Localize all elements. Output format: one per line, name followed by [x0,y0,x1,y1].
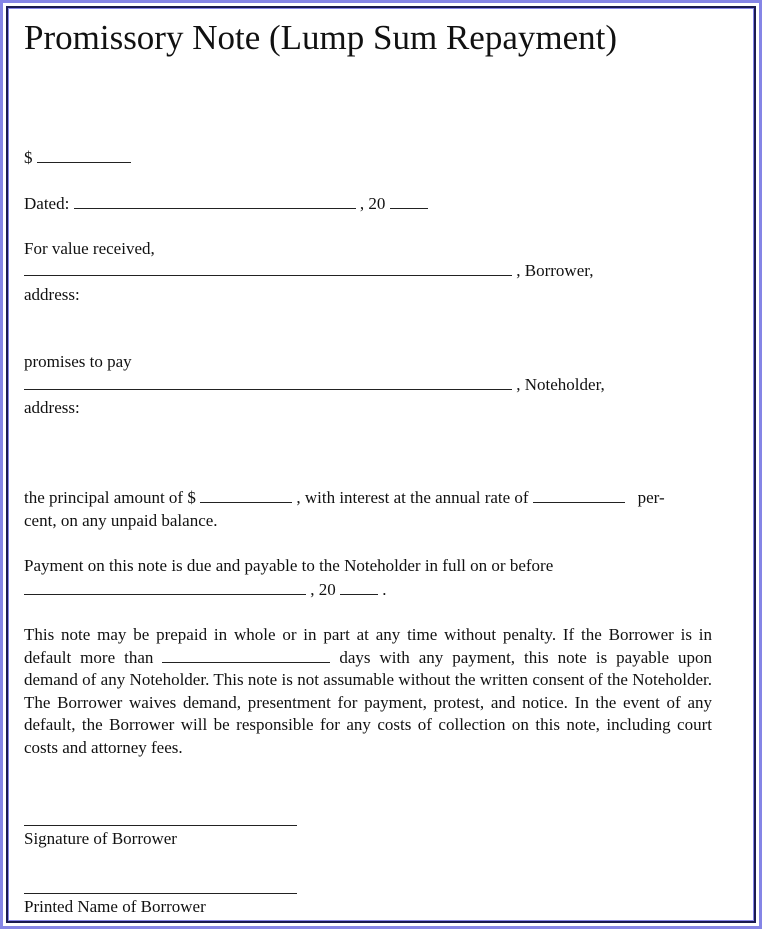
dollar-sign: $ [24,148,33,167]
borrower-line [24,260,593,282]
borrower-name-blank[interactable] [24,260,512,276]
noteholder-label: , Noteholder, [516,375,605,394]
dated-line [24,193,428,215]
noteholder-line [24,374,605,396]
period: . [382,580,387,599]
year-blank[interactable] [390,193,428,209]
noteholder-address-label: address: [24,398,80,417]
dated-label: Dated: [24,194,70,213]
borrower-address-label: address: [24,285,80,304]
for-value-text: For value received, [24,239,155,258]
rate-blank[interactable] [533,487,625,503]
terms-text-1: This note may be prepaid in whole or in part at any time without penalty. If the Borrower is in default more than [24,625,712,667]
principal-line [24,487,712,509]
printed-name-label: Printed Name of Borrower [24,897,206,916]
date-blank[interactable] [74,193,356,209]
promises-text: promises to pay [24,352,132,371]
percent-label: per- [637,488,665,507]
payment-year-blank[interactable] [340,579,378,595]
amount-blank[interactable] [37,147,131,163]
year-prefix: , 20 [359,194,386,213]
default-days-blank[interactable] [162,647,330,663]
payment-date-line [24,579,387,601]
terms-paragraph [24,624,712,760]
principal-label: the principal amount of $ [24,488,196,507]
noteholder-name-blank[interactable] [24,374,512,390]
signature-line[interactable] [24,825,297,826]
payment-year-prefix: , 20 [310,580,336,599]
principal-line-2: cent, on any unpaid balance. [24,511,218,530]
document-title: Promissory Note (Lump Sum Repayment) [24,18,618,57]
interest-label: , with interest at the annual rate of [296,488,529,507]
terms-text-2: days with any payment, this note is payable upon demand of any Noteholder. This note is not assumable without the written consent of the Noteholder. The Borrower waives demand, presentment for payment, protest, and notice. In the event of any default, the Borrower will be responsible for any costs of collection on this note, including court costs and attorney fees. [24,647,713,757]
payment-line: Payment on this note is due and payable to the Noteholder in full on or before [24,556,554,575]
signature-label: Signature of Borrower [24,829,177,848]
printed-name-line[interactable] [24,893,297,894]
payment-date-blank[interactable] [24,579,306,595]
amount-line [24,147,131,169]
principal-blank[interactable] [200,487,292,503]
borrower-label: , Borrower, [516,261,594,280]
